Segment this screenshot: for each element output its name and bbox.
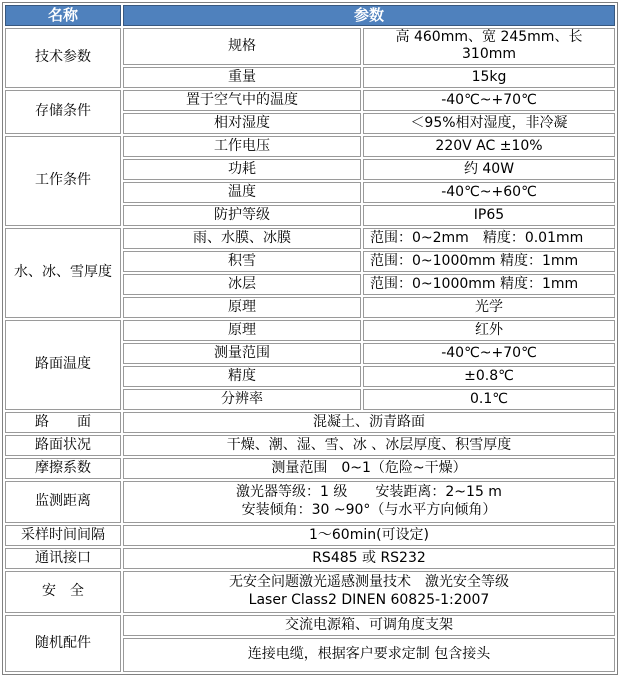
spec-value-cell: ＜95%相对湿度，非冷凝: [363, 113, 615, 134]
table-row: [5, 481, 615, 523]
spec-table: [2, 2, 618, 675]
table-row: [5, 571, 615, 613]
spec-value-line2: Laser Class2 DINEN 60825-1:2007: [248, 591, 490, 608]
spec-value-cell: 光学: [363, 297, 615, 318]
spec-value-cell: ±0.8℃: [363, 366, 615, 387]
spec-value-cell: -40℃~+70℃: [363, 343, 615, 364]
spec-value-cell: 范围：0~1000mm 精度：1mm: [363, 251, 615, 272]
header-name-cell: 名称: [5, 5, 121, 26]
spec-param-cell: 原理: [123, 297, 361, 318]
table-row: [5, 412, 615, 433]
spec-value-cell: 红外: [363, 320, 615, 341]
spec-param-cell: 精度: [123, 366, 361, 387]
spec-param-cell: 功耗: [123, 159, 361, 180]
spec-value-line1: 无安全问题激光遥感测量技术 激光安全等级: [229, 574, 509, 591]
spec-group-cell: 采样时间间隔: [5, 525, 121, 546]
spec-group-cell: 水、冰、雪厚度: [5, 228, 121, 318]
spec-param-cell: 规格: [123, 28, 361, 65]
spec-value-cell: 0.1℃: [363, 389, 615, 410]
spec-param-cell: 重量: [123, 67, 361, 88]
spec-param-cell: 相对湿度: [123, 113, 361, 134]
header-params-cell: 参数: [123, 5, 615, 26]
spec-group-cell: 摩擦系数: [5, 458, 121, 479]
spec-group-cell: 路面温度: [5, 320, 121, 410]
table-row: [5, 525, 615, 546]
header-row: [5, 5, 615, 26]
spec-group-cell: 技术参数: [5, 28, 121, 88]
table-row: [5, 548, 615, 569]
spec-group-cell: 监测距离: [5, 481, 121, 523]
spec-group-cell: 通讯接口: [5, 548, 121, 569]
spec-value-cell: 高 460mm、宽 245mm、长 310mm: [363, 28, 615, 65]
table-row: [5, 136, 615, 157]
spec-param-cell: 测量范围: [123, 343, 361, 364]
spec-param-cell: 置于空气中的温度: [123, 90, 361, 111]
spec-value-cell: 连接电缆，根据客户要求定制 包含接头: [123, 638, 615, 672]
spec-value-cell: -40℃~+70℃: [363, 90, 615, 111]
spec-group-cell: 路 面: [5, 412, 121, 433]
spec-value-line1: 激光器等级：1 级 安装距离：2~15 m: [236, 484, 502, 501]
spec-param-cell: 原理: [123, 320, 361, 341]
table-row: [5, 28, 615, 65]
spec-value-cell: -40℃~+60℃: [363, 182, 615, 203]
spec-value-cell: 干燥、潮、湿、雪、冰 、冰层厚度、积雪厚度: [123, 435, 615, 456]
spec-param-cell: 防护等级: [123, 205, 361, 226]
spec-group-cell: 工作条件: [5, 136, 121, 226]
spec-value-line2: 安装倾角：30 ~90°（与水平方向倾角）: [241, 501, 497, 518]
table-row: [5, 435, 615, 456]
spec-value-cell: 测量范围 0~1（危险~干燥）: [123, 458, 615, 479]
table-row: [5, 320, 615, 341]
spec-group-cell: 存储条件: [5, 90, 121, 134]
spec-value-cell: 混凝土、沥青路面: [123, 412, 615, 433]
spec-param-cell: 温度: [123, 182, 361, 203]
spec-value-cell: [123, 481, 615, 523]
spec-group-cell: 安 全: [5, 571, 121, 613]
table-row: [5, 458, 615, 479]
spec-group-cell: 随机配件: [5, 615, 121, 672]
spec-value-cell: 约 40W: [363, 159, 615, 180]
spec-value-cell: 范围：0~1000mm 精度：1mm: [363, 274, 615, 295]
spec-value-cell: 220V AC ±10%: [363, 136, 615, 157]
spec-value-cell: 交流电源箱、可调角度支架: [123, 615, 615, 636]
spec-value-cell: 1～60min(可设定): [123, 525, 615, 546]
spec-value-cell: RS485 或 RS232: [123, 548, 615, 569]
table-row: [5, 228, 615, 249]
table-row: [5, 90, 615, 111]
spec-param-cell: 分辨率: [123, 389, 361, 410]
table-row: [5, 615, 615, 636]
spec-group-cell: 路面状况: [5, 435, 121, 456]
spec-param-cell: 积雪: [123, 251, 361, 272]
spec-param-cell: 工作电压: [123, 136, 361, 157]
spec-value-cell: 15kg: [363, 67, 615, 88]
spec-param-cell: 雨、水膜、冰膜: [123, 228, 361, 249]
spec-value-cell: [123, 571, 615, 613]
spec-value-cell: IP65: [363, 205, 615, 226]
spec-value-cell: 范围：0~2mm 精度：0.01mm: [363, 228, 615, 249]
spec-param-cell: 冰层: [123, 274, 361, 295]
